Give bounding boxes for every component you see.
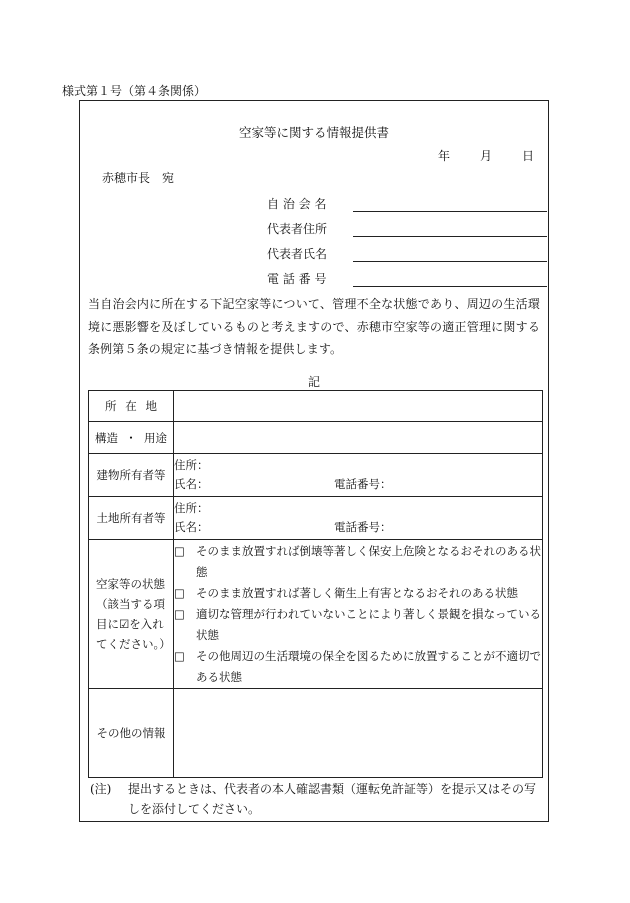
building-owner-name-label: 氏名： [174, 477, 209, 491]
condition-text-danger: そのまま放置すれば倒壊等著しく保安上危険となるおそれのある状態 [196, 543, 541, 579]
sender-row-phone [267, 262, 547, 287]
representative-address-label: 代表者住所 [267, 222, 328, 236]
checkbox-icon[interactable]: □ [174, 543, 185, 558]
land-owner-label: 土地所有者等 [89, 497, 174, 540]
table-row-condition [89, 540, 543, 689]
sender-row-address [267, 212, 547, 237]
condition-text-other: その他周辺の生活環境の保全を図るために放置することが不適切である状態 [196, 648, 541, 684]
condition-text-hygiene: そのまま放置すれば著しく衛生上有害となるおそれのある状態 [196, 585, 518, 600]
association-name-label: 自 治 会 名 [267, 197, 327, 211]
building-owner-phone-label: 電話番号： [334, 477, 392, 491]
other-info-label: その他の情報 [89, 689, 174, 778]
form-frame [79, 100, 549, 822]
addressee: 赤穂市長 宛 [102, 171, 175, 185]
information-table [88, 390, 543, 778]
checkbox-icon[interactable]: □ [174, 606, 185, 621]
other-info-value[interactable] [174, 689, 543, 778]
association-name-field[interactable] [353, 197, 547, 212]
note-mark: (注) [90, 782, 112, 796]
land-owner-address-label: 住所： [174, 501, 209, 515]
sender-row-name [267, 237, 547, 262]
condition-text-scenery: 適切な管理が行われていないことにより著しく景観を損なっている状態 [196, 606, 541, 642]
table-row-land-owner [89, 497, 543, 540]
condition-item-hygiene[interactable] [174, 583, 542, 604]
location-value[interactable] [174, 391, 543, 422]
sender-row-association [267, 187, 547, 212]
phone-number-label: 電 話 番 号 [267, 272, 327, 286]
table-row-location [89, 391, 543, 422]
building-owner-address-label: 住所： [174, 458, 209, 472]
checkbox-icon[interactable]: □ [174, 585, 185, 600]
land-owner-phone-label: 電話番号： [334, 520, 392, 534]
structure-usage-label: 構造 ・ 用途 [89, 422, 174, 454]
location-label: 所 在 地 [89, 391, 174, 422]
land-owner-name-label: 氏名： [174, 520, 209, 534]
representative-name-label: 代表者氏名 [267, 247, 328, 261]
note [90, 779, 542, 819]
table-row-building-owner [89, 454, 543, 497]
form-number: 様式第１号（第４条関係） [62, 84, 207, 98]
form-title: 空家等に関する情報提供書 [238, 125, 389, 140]
representative-address-field[interactable] [353, 222, 547, 237]
table-row-other-info [89, 689, 543, 778]
representative-name-field[interactable] [353, 247, 547, 262]
body-text: 当自治会内に所在する下記空家等について、管理不全な状態であり、周辺の生活環境に悪影響を及ぼしているものと考えますので、赤穂市空家等の適正管理に関する条例第５条の規定に基づき情報を提供します。 [88, 297, 540, 356]
table-row-structure [89, 422, 543, 454]
phone-number-field[interactable] [353, 272, 547, 287]
date-line [438, 147, 534, 164]
date-month: 月 [479, 149, 492, 163]
building-owner-value[interactable] [174, 454, 543, 497]
ki-heading: 記 [307, 375, 320, 389]
building-owner-label: 建物所有者等 [89, 454, 174, 497]
condition-item-danger[interactable] [174, 541, 542, 583]
condition-options [174, 540, 543, 689]
condition-item-other[interactable] [174, 646, 542, 688]
structure-usage-value[interactable] [174, 422, 543, 454]
land-owner-value[interactable] [174, 497, 543, 540]
checkbox-icon[interactable]: □ [174, 648, 185, 663]
condition-label: 空家等の状態（該当する項目に☑を入れてください。） [89, 540, 174, 689]
date-year: 年 [437, 149, 450, 163]
condition-item-scenery[interactable] [174, 604, 542, 646]
sender-block [267, 187, 547, 287]
date-day: 日 [521, 149, 534, 163]
note-text: 提出するときは、代表者の本人確認書類（運転免許証等）を提示又はその写しを添付してください。 [128, 782, 537, 816]
